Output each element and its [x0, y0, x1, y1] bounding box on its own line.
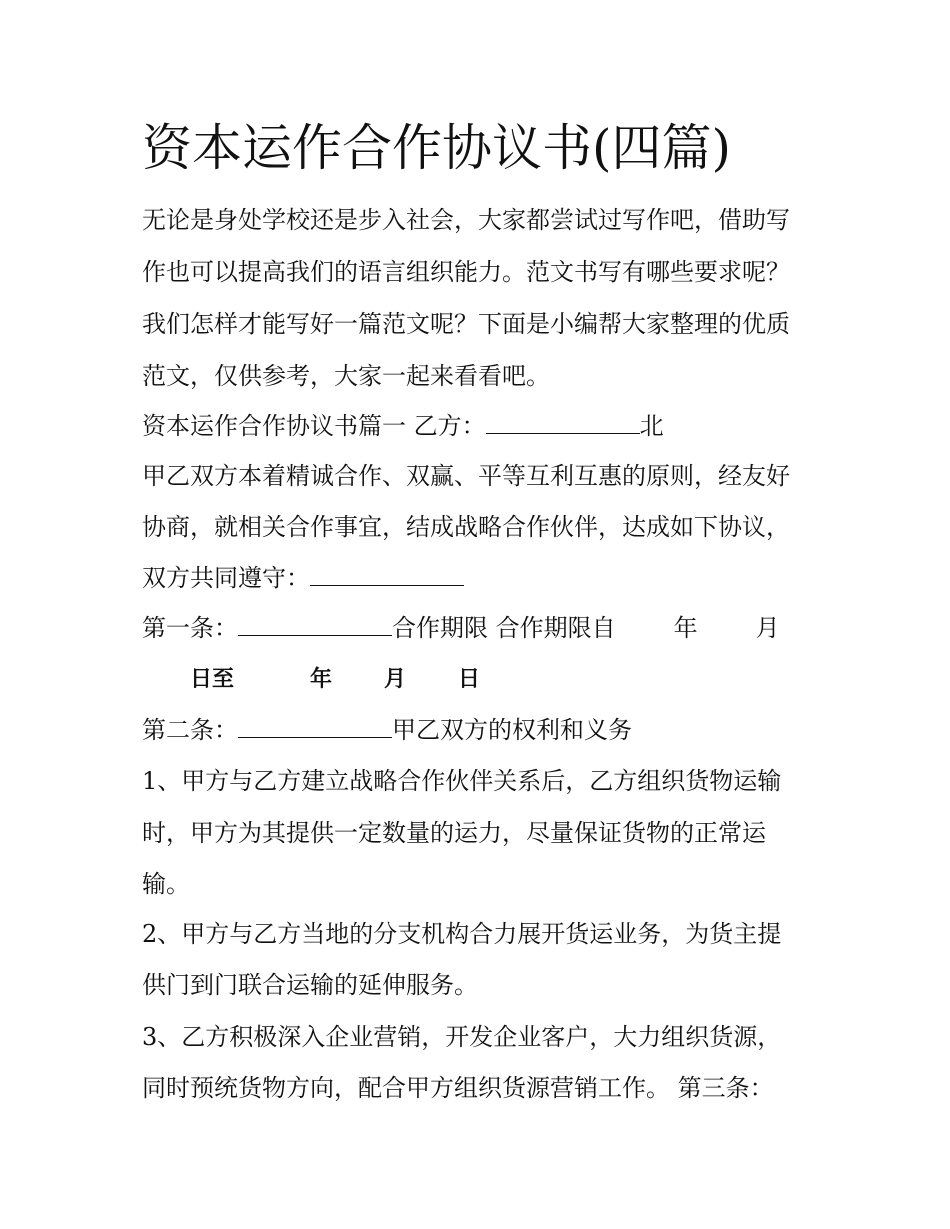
article1-year: 年 [673, 614, 698, 642]
item-2-line: 2、甲方与乙方当地的分支机构合力展开货运业务，为货主提 [142, 920, 782, 948]
date-year: 年 [310, 667, 333, 692]
article1-blank[interactable] [238, 613, 392, 636]
article1-month: 月 [755, 614, 780, 642]
party-b-blank[interactable] [486, 411, 640, 434]
section1-tail: 北 [639, 412, 664, 440]
item-1-line: 输。 [142, 870, 190, 898]
intro-line: 作也可以提高我们的语言组织能力。范文书写有哪些要求呢？ [142, 258, 790, 286]
article2-label: 第二条： [142, 716, 238, 744]
article2-line [142, 714, 632, 746]
section1-heading-line [142, 410, 664, 442]
article1-text: 合作期限 合作期限自 [392, 614, 616, 642]
article1-date-line [190, 664, 480, 696]
section1-heading: 资本运作合作协议书篇一 乙方： [142, 412, 486, 440]
preamble-line: 甲乙双方本着精诚合作、双赢、平等互利互惠的原则，经友好 [142, 462, 790, 490]
item-1-line: 时，甲方为其提供一定数量的运力，尽量保证货物的正常运 [142, 819, 766, 847]
item-1-line: 1、甲方与乙方建立战略合作伙伴关系后，乙方组织货物运输 [142, 767, 782, 795]
preamble-blank[interactable] [310, 563, 464, 586]
preamble-line: 协商，就相关合作事宜，结成战略合作伙伴，达成如下协议， [142, 513, 790, 541]
date-day-to: 日至 [190, 667, 235, 692]
item-3-line: 3、乙方积极深入企业营销，开发企业客户，大力组织货源， [142, 1023, 782, 1051]
item-3-line: 同时预统货物方向，配合甲方组织货源营销工作。 第三条： [142, 1074, 774, 1102]
preamble-text: 双方共同遵守： [142, 564, 310, 592]
article2-blank[interactable] [238, 715, 392, 738]
preamble-line [142, 562, 464, 594]
article2-text: 甲乙双方的权利和义务 [392, 716, 632, 744]
article1-label: 第一条： [142, 614, 238, 642]
item-2-line: 供门到门联合运输的延伸服务。 [142, 971, 478, 999]
document-title: 资本运作合作协议书(四篇) [142, 119, 732, 177]
intro-line: 范文，仅供参考，大家一起来看看吧。 [142, 362, 550, 390]
article1-line [142, 612, 780, 644]
date-month: 月 [384, 667, 407, 692]
intro-line: 我们怎样才能写好一篇范文呢？下面是小编帮大家整理的优质 [142, 310, 790, 338]
date-day: 日 [458, 667, 481, 692]
intro-line: 无论是身处学校还是步入社会，大家都尝试过写作吧，借助写 [142, 206, 790, 234]
